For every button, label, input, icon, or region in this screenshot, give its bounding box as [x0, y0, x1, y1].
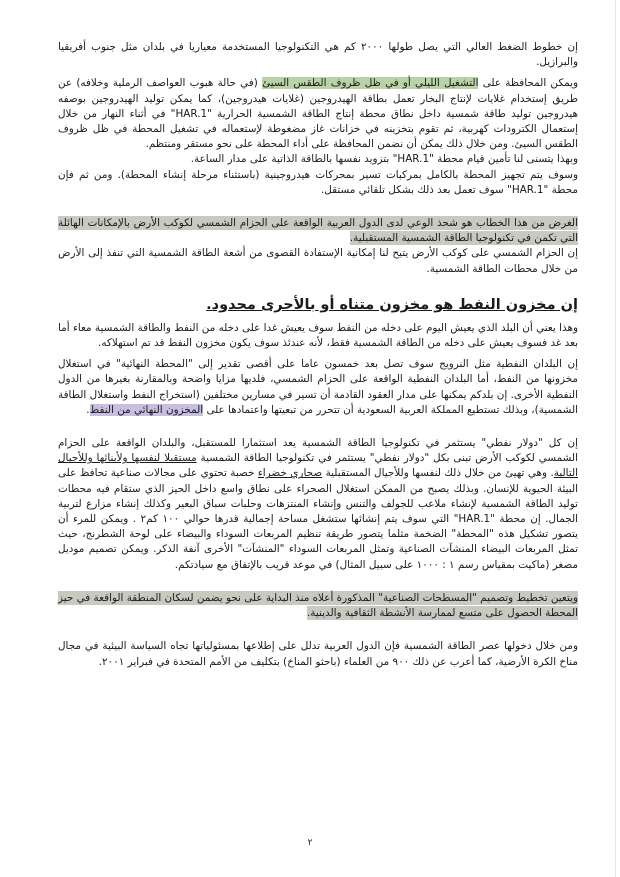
underlined-text: صحاري خضراء — [257, 467, 323, 480]
text-segment: إن كل "دولار نفطي" يستثمر في تكنولوجيا الطاقة الشمسية يعد استثمارا للمستقبل، والبلدان الواقعة على الحزام الشمسي لكوكب الأرض تبنى بكل "دولار نفطي" يستثمر في تكنولوجيا الطاقة الشمسية — [58, 437, 578, 465]
highlighted-text: المخزون النهائي من النفط — [89, 403, 204, 416]
paragraph-purpose-shaded — [58, 216, 578, 246]
highlighted-text: التشغيل الليلي أو في ظل ظروف الطقس السيئ — [262, 77, 479, 90]
page-number: ٢ — [307, 838, 313, 848]
underlined-text: مستقبلا لنفسها ولأبنائها وللأجيال التالية — [58, 452, 579, 480]
scan-edge-line — [615, 0, 616, 877]
text-segment: إن البلدان النفطية مثل النرويج سوف تصل بعد خمسون عاما على أقصى تقدير إلى "المحطة النهائية" في استغلال مخزونها من النفط، أما البلدان النفطية الواقعة على الحزام الشمسي، فلديها مزايا واضحة وبالمقارنة بغيرها من الدول النفطية الأخرى. إن بلدكم يمكنها على مدار العقود القادمة أن تسير في مسارين مختلفين (استخراج النفط واستغلال الطاقة الشمسية)، وبذلك تستطيع المملكة العربية السعودية أن تتحرر من تبعيتها واعتمادها على — [58, 358, 578, 416]
paragraph-power-lines: إن خطوط الضغط العالي التي يصل طولها ٢٠٠٠ كم هي التكنولوجيا المستخدمة معياريا في بلدان مثل جنوب أفريقيا والبرازيل. — [58, 41, 578, 69]
shaded-text: الغرض من هذا الخطاب هو شحذ الوعي لدى الدول العربية الواقعة على الحزام الشمسي لكوكب الأرض بالإمكانات الهائلة التي تكمن في تكنولوجيا الطاقة الشمسية المستقبلية. — [58, 217, 578, 245]
text-segment: (في حالة هبوب العواصف الرملية وخلافه) عن طريق إستخدام غلايات لإنتاج البخار تعمل بطاقة الهيدروجين (غلايات هيدروجين)، كما يمكن توليد الهيدروجين بوصفه هيدروجين توليد طاقة شمسية داخل نطاق محطة إنتاج الطاقة الشمسية الحرارية "HAR.1" في أثناء النهار من خلال إستعمال الكترودات كهربية، ثم تقوم بتخزينه في خزانات غاز مضغوطة لإستعماله في تشغيل المحطة في ظل ظروف الطقس السيئ. ومن خلال ذلك يمكن أن نضمن المحافظة على أداء المحطة على نحو مستقر ومنتظم. — [58, 77, 578, 151]
paragraph-self-supply: وبهذا يتسنى لنا تأمين قيام محطة "HAR.1" بتزويد نفسها بالطاقة الذاتية على مدار الساعة. — [190, 153, 578, 166]
text-segment: ويمكن المحافظة على — [478, 77, 578, 90]
text-segment: . وهي تهيئ من خلال ذلك لنفسها وللأجيال المستقبلية — [322, 467, 554, 480]
section-heading: إن مخزون النفط هو مخزون متناه أو بالأحرى محدود. — [206, 296, 578, 313]
paragraph-night-operation — [58, 76, 578, 152]
paragraph-oil-dollar — [58, 436, 578, 573]
paragraph-oil-income: وهذا يعني أن البلد الذي يعيش اليوم على دخله من النفط سوف يعيش غدا على دخله من النفط والطاقة الشمسية معاء أما بعد غد فسوف يعيش على دخله من الطاقة الشمسية فقط، لأنه عندئذ سوف يكون مخزون النفط قد تم استهلاكه. — [58, 321, 578, 350]
text-segment: خصبة تحتوي على مجالات صناعية تحافظ على البيئة الحيوية للإنسان. وبذلك يصبح من الممكن استغلال الصحراء على نطاق واسع داخل الحيز الذي ستقام فيه محطات توليد الطاقة الشمسية لإنشاء ملاعب للجولف والتنس وإنشاء المنتزهات وحلبات سباق البعير وكذلك إنشاء مزارع لتربية الجمال. إن محطة "HAR.1" التي سوف يتم إنشائها ستشغل مساحة إجمالية قدرها حوالي ١٠٠ كم٢ . ويمكن للمرء أن يتصور تشكيل هذه "المحطة" الضخمة مثلما يتصور طريقة تنظيم المربعات السوداء والبيضاء على لوحة الشطرنج، حيث تمثل المربعات البيضاء المنشآت الصناعية وتمثل المربعات السوداء "المنشآت" الأخرى آنفة الذكر. ويمكن تصميم موديل مصغر (ماكيت بمقياس رسم ١ : ١٠٠٠ على سبيل المثال) في موعد قريب بالإتفاق مع سيادتكم. — [58, 467, 578, 571]
shaded-text: ويتعين تخطيط وتصميم "المسطحات الصناعية" المذكورة أعلاه منذ البداية على نحو يضمن لسكان المنطقة الواقعة في حيز المحطة الحصول على متسع لممارسة الأنشطة الثقافية والدينية. — [58, 591, 578, 620]
paragraph-oil-countries — [58, 357, 578, 418]
paragraph-solar-belt: إن الحزام الشمسي على كوكب الأرض يتيح لنا إمكانية الإستفادة القصوى من أشعة الطاقة الشمسية التي تنفذ إلى الأرض من خلال محطات الطاقة الشمسية. — [58, 247, 578, 275]
text-segment: . — [86, 403, 90, 416]
paragraph-industrial-areas-shaded — [58, 591, 578, 621]
paragraph-solar-era: ومن خلال دخولها عصر الطاقة الشمسية فإن الدول العربية تدلل على إطلاعها بمسئولياتها تجاه السياسة البيئية في مجال مناخ الكرة الأرضية، كما أعرب عن ذلك ٩٠٠ من العلماء (باحثو المناخ) بتكليف من الأمم المتحدة في فبراير ٢٠٠١. — [58, 640, 578, 668]
paragraph-hydrogen-vehicles: وسوف يتم تجهيز المحطة بالكامل بمركبات تسير بمحركات هيدروجينية (باستثناء مرحلة إنشاء المحطة). ومن ثم فإن محطة "HAR.1" سوف تعمل بعد ذلك بشكل تلقائي مستقل. — [58, 168, 578, 196]
